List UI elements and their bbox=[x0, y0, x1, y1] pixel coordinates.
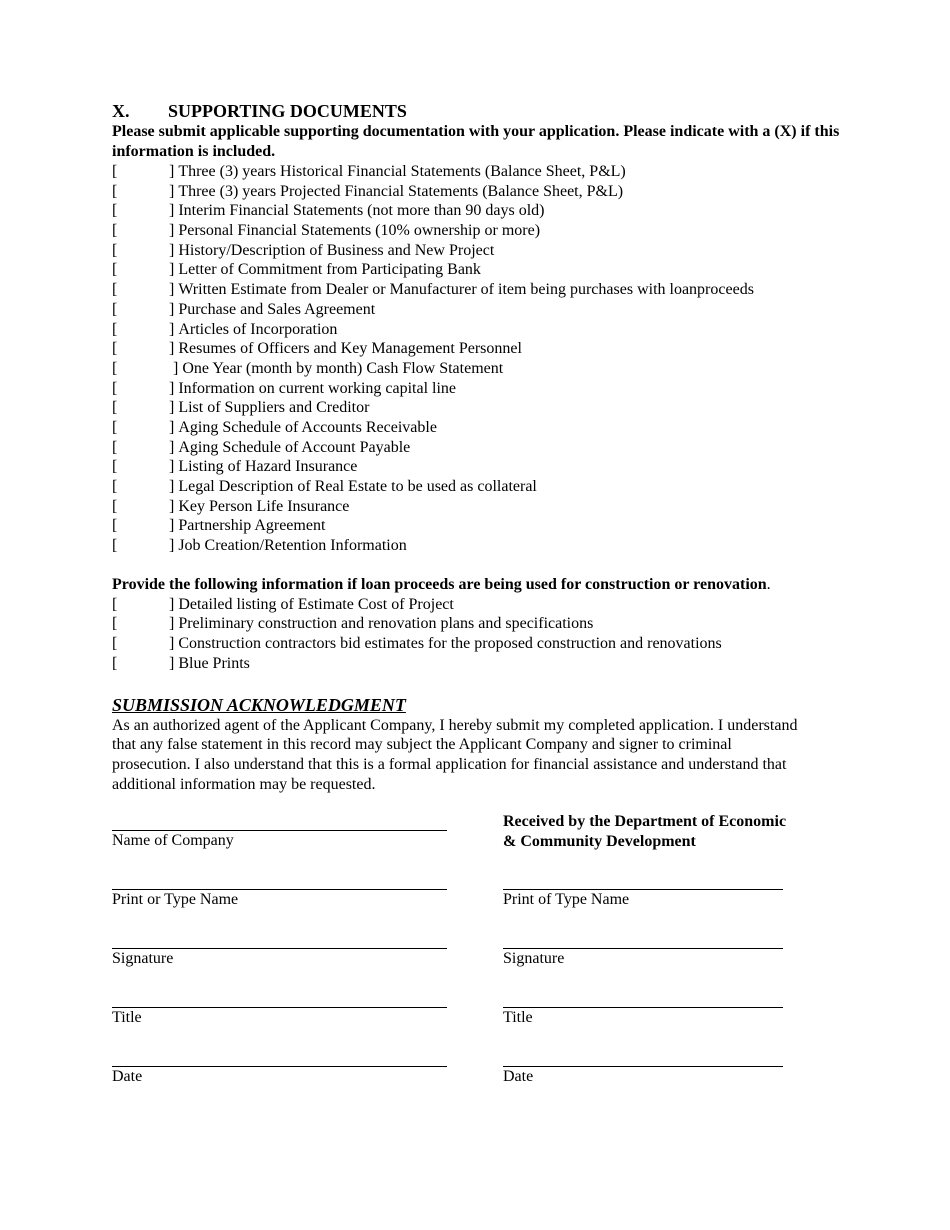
checklist-item-label: One Year (month by month) Cash Flow Statement bbox=[182, 359, 504, 377]
checklist-item-label: Resumes of Officers and Key Management Personnel bbox=[178, 340, 522, 358]
checkbox-open-bracket[interactable]: [ bbox=[112, 359, 118, 377]
checkbox-close-bracket[interactable]: ] bbox=[169, 241, 175, 259]
checklist-item bbox=[112, 162, 852, 182]
construction-heading-text: Provide the following information if loan proceeds are being used for construction or renovation bbox=[112, 575, 767, 593]
checkbox-open-bracket[interactable]: [ bbox=[112, 300, 118, 318]
checklist-item bbox=[112, 339, 852, 359]
checklist-item bbox=[112, 241, 852, 261]
checkbox-open-bracket[interactable]: [ bbox=[112, 595, 118, 613]
checklist-item-label: Aging Schedule of Account Payable bbox=[178, 438, 411, 456]
company-name-label: Name of Company bbox=[112, 832, 234, 849]
received-by-line2: & Community Development bbox=[503, 832, 696, 850]
section-heading bbox=[112, 100, 852, 122]
checklist-item bbox=[112, 359, 852, 379]
acknowledgment-title: SUBMISSION ACKNOWLEDGMENT bbox=[112, 694, 406, 715]
department-date-label: Date bbox=[503, 1068, 534, 1085]
checklist-item-label: Personal Financial Statements (10% ownership or more) bbox=[178, 222, 541, 240]
checkbox-close-bracket[interactable]: ] bbox=[169, 222, 175, 240]
checklist-item-label: Three (3) years Projected Financial Statements (Balance Sheet, P&L) bbox=[178, 182, 624, 200]
checklist-item-label: Three (3) years Historical Financial Statements (Balance Sheet, P&L) bbox=[178, 163, 626, 180]
checkbox-close-bracket[interactable]: ] bbox=[169, 340, 175, 358]
section-title: SUPPORTING DOCUMENTS bbox=[168, 101, 407, 121]
construction-documents-list bbox=[112, 595, 852, 674]
document-page bbox=[112, 100, 852, 794]
checklist-item-label: Detailed listing of Estimate Cost of Project bbox=[178, 595, 454, 613]
checkbox-close-bracket[interactable]: ] bbox=[169, 163, 175, 180]
supporting-documents-list bbox=[112, 162, 852, 556]
checkbox-close-bracket[interactable]: ] bbox=[169, 418, 175, 436]
received-by-line1: Received by the Department of Economic bbox=[503, 813, 787, 830]
checklist-item-label: Preliminary construction and renovation plans and specifications bbox=[178, 615, 594, 633]
checklist-item-label: Job Creation/Retention Information bbox=[178, 537, 407, 555]
checkbox-open-bracket[interactable]: [ bbox=[112, 222, 118, 240]
checklist-item bbox=[112, 201, 852, 221]
checklist-item-label: Legal Description of Real Estate to be used as collateral bbox=[178, 478, 537, 495]
checklist-item bbox=[112, 477, 852, 497]
checkbox-close-bracket[interactable]: ] bbox=[169, 478, 175, 495]
checklist-item-label: Aging Schedule of Accounts Receivable bbox=[178, 418, 437, 436]
checklist-item bbox=[112, 516, 852, 536]
checklist-item bbox=[112, 497, 852, 517]
checkbox-close-bracket[interactable]: ] bbox=[169, 654, 175, 672]
checkbox-open-bracket[interactable]: [ bbox=[112, 163, 118, 180]
checkbox-open-bracket[interactable]: [ bbox=[112, 241, 118, 259]
section-intro: Please submit applicable supporting documentation with your application. Please indicate with a (X) if this information is included. bbox=[112, 123, 840, 160]
checkbox-open-bracket[interactable]: [ bbox=[112, 281, 118, 299]
applicant-signature-label: Signature bbox=[112, 950, 174, 967]
signature-section bbox=[112, 810, 852, 1110]
checkbox-open-bracket[interactable]: [ bbox=[112, 517, 118, 535]
section-number: X. bbox=[112, 101, 130, 121]
checkbox-close-bracket[interactable]: ] bbox=[169, 281, 175, 299]
checkbox-close-bracket[interactable]: ] bbox=[169, 182, 175, 200]
checklist-item bbox=[112, 320, 852, 340]
checkbox-open-bracket[interactable]: [ bbox=[112, 182, 118, 200]
checkbox-close-bracket[interactable]: ] bbox=[173, 359, 179, 377]
checkbox-close-bracket[interactable]: ] bbox=[169, 379, 175, 397]
checklist-item bbox=[112, 536, 852, 556]
checklist-item bbox=[112, 221, 852, 241]
checkbox-close-bracket[interactable]: ] bbox=[169, 300, 175, 318]
checklist-item-label: Interim Financial Statements (not more than 90 days old) bbox=[178, 202, 545, 220]
checkbox-open-bracket[interactable]: [ bbox=[112, 261, 118, 279]
checklist-item bbox=[112, 379, 852, 399]
department-signature-label: Signature bbox=[503, 950, 565, 967]
checkbox-open-bracket[interactable]: [ bbox=[112, 537, 118, 555]
checklist-item bbox=[112, 595, 852, 615]
checkbox-open-bracket[interactable]: [ bbox=[112, 654, 118, 672]
checkbox-close-bracket[interactable]: ] bbox=[169, 320, 175, 338]
checklist-item bbox=[112, 280, 852, 300]
checklist-item-label: Partnership Agreement bbox=[178, 517, 326, 535]
checkbox-close-bracket[interactable]: ] bbox=[169, 458, 175, 476]
checklist-item-label: Letter of Commitment from Participating Bank bbox=[178, 261, 481, 279]
checkbox-close-bracket[interactable]: ] bbox=[169, 497, 175, 515]
checkbox-open-bracket[interactable]: [ bbox=[112, 399, 118, 417]
checkbox-close-bracket[interactable]: ] bbox=[169, 202, 175, 220]
checklist-item bbox=[112, 654, 852, 674]
checklist-item-label: Purchase and Sales Agreement bbox=[178, 300, 376, 318]
applicant-date-label: Date bbox=[112, 1068, 143, 1085]
checklist-item bbox=[112, 300, 852, 320]
checklist-item bbox=[112, 438, 852, 458]
checklist-item-label: History/Description of Business and New Project bbox=[178, 241, 495, 259]
checklist-item-label: Blue Prints bbox=[178, 654, 250, 672]
checkbox-open-bracket[interactable]: [ bbox=[112, 202, 118, 220]
construction-heading bbox=[112, 575, 852, 595]
checklist-item bbox=[112, 614, 852, 634]
checkbox-close-bracket[interactable]: ] bbox=[169, 595, 175, 613]
checkbox-open-bracket[interactable]: [ bbox=[112, 497, 118, 515]
checkbox-open-bracket[interactable]: [ bbox=[112, 320, 118, 338]
checklist-item bbox=[112, 260, 852, 280]
checkbox-open-bracket[interactable]: [ bbox=[112, 379, 118, 397]
checklist-item-label: Listing of Hazard Insurance bbox=[178, 458, 358, 476]
checkbox-close-bracket[interactable]: ] bbox=[169, 438, 175, 456]
checklist-item bbox=[112, 418, 852, 438]
checkbox-open-bracket[interactable]: [ bbox=[112, 458, 118, 476]
checklist-item bbox=[112, 182, 852, 202]
department-title-label: Title bbox=[503, 1009, 533, 1026]
checklist-item-label: Key Person Life Insurance bbox=[178, 497, 350, 515]
checklist-item-label: List of Suppliers and Creditor bbox=[178, 399, 370, 417]
checklist-item-label: Articles of Incorporation bbox=[178, 320, 338, 338]
checklist-item-label: Written Estimate from Dealer or Manufacturer of item being purchases with loanproceeds bbox=[178, 281, 754, 299]
checkbox-close-bracket[interactable]: ] bbox=[169, 399, 175, 417]
applicant-title-label: Title bbox=[112, 1009, 142, 1026]
checkbox-close-bracket[interactable]: ] bbox=[169, 517, 175, 535]
checklist-item bbox=[112, 457, 852, 477]
checkbox-open-bracket[interactable]: [ bbox=[112, 418, 118, 436]
acknowledgment-body: As an authorized agent of the Applicant Company, I hereby submit my completed application. I understand that any false statement in this record may subject the Applicant Company and signer to criminal prosecution. I also understand that this is a formal application for financial assistance and understand that additional information may be requested. bbox=[112, 716, 798, 793]
applicant-print-name-label: Print or Type Name bbox=[112, 891, 239, 908]
checkbox-open-bracket[interactable]: [ bbox=[112, 615, 118, 633]
checklist-item-label: Information on current working capital line bbox=[178, 379, 457, 397]
checkbox-close-bracket[interactable]: ] bbox=[169, 635, 175, 653]
checkbox-close-bracket[interactable]: ] bbox=[169, 261, 175, 279]
checkbox-close-bracket[interactable]: ] bbox=[169, 615, 175, 633]
department-print-name-label: Print of Type Name bbox=[503, 891, 630, 908]
checkbox-open-bracket[interactable]: [ bbox=[112, 438, 118, 456]
checkbox-open-bracket[interactable]: [ bbox=[112, 340, 118, 358]
checkbox-open-bracket[interactable]: [ bbox=[112, 635, 118, 653]
checklist-item bbox=[112, 634, 852, 654]
checkbox-close-bracket[interactable]: ] bbox=[169, 537, 175, 555]
checklist-item bbox=[112, 398, 852, 418]
checklist-item-label: Construction contractors bid estimates for the proposed construction and renovations bbox=[178, 635, 722, 653]
construction-heading-period: . bbox=[766, 575, 771, 593]
checkbox-open-bracket[interactable]: [ bbox=[112, 478, 118, 495]
